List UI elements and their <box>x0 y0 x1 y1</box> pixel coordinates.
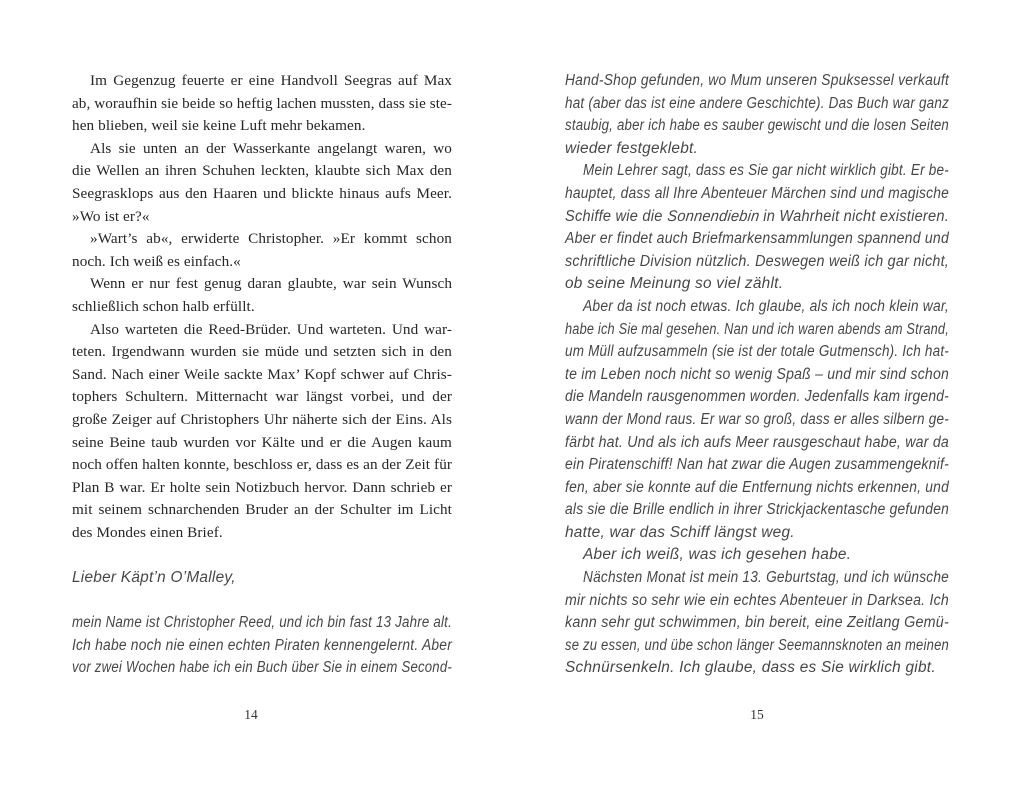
print-text-line: hen blieben, weil sie keine Luft mehr bekamen. <box>72 117 366 135</box>
print-text-line <box>72 590 452 613</box>
handwritten-text-line: um Müll aufzusammeln (sie ist der totale Gutmensch). Ich hat- <box>565 343 949 361</box>
print-text-line <box>72 544 452 567</box>
page-number-right: 15 <box>750 707 764 722</box>
handwritten-text-line: vor zwei Wochen habe ich ein Buch über Sie in einem Second- <box>72 659 452 677</box>
print-text-line: Also warteten die Reed-Brüder. Und warteten. Und war- <box>90 320 453 338</box>
print-text-line: Sand. Nach einer Weile sackte Max’ Kopf schwer auf Chris- <box>72 365 452 383</box>
left-page-text-column <box>72 70 452 680</box>
handwritten-text-line: Lieber Käpt’n O’Malley, <box>72 569 236 587</box>
handwritten-text-line: wieder festgeklebt. <box>565 139 699 157</box>
handwritten-text-line: te im Leben noch nicht so wenig Spaß – und mir sind schon <box>565 365 950 383</box>
handwritten-text-line: Nächsten Monat ist mein 13. Geburtstag, und ich wünsche <box>583 569 949 587</box>
print-text-line: große Zeiger auf Christophers Uhr näherte sich der Eins. Als <box>72 410 453 428</box>
handwritten-text-line: kann sehr gut schwimmen, bin bereit, eine Zeitlang Gemü- <box>565 614 950 632</box>
print-text-line: mit seinem schnarchenden Bruder an der Schulter im Licht <box>72 501 452 519</box>
handwritten-text-line: Schiffe wie die Sonnendiebin in Wahrheit nicht existieren. <box>565 206 949 229</box>
print-text-line: tophers Schultern. Mitternacht war längst vorbei, und der <box>72 388 452 406</box>
handwritten-text-line: ein Piratenschiff! Nan hat zwar die Augen zusammengeknif- <box>565 456 950 474</box>
print-text-line: seine Beine taub wurden vor Kälte und er die Augen kaum <box>72 433 452 451</box>
handwritten-text-line: die Mandeln rausgenommen worden. Jedenfalls kam irgend- <box>565 388 950 406</box>
handwritten-text-line: als sie die Brille endlich in ihrer Strickjackentasche gefunden <box>565 501 950 519</box>
print-text-line: schließlich schon halb erfüllt. <box>72 297 255 315</box>
right-page-text-column <box>565 70 949 680</box>
print-text-line: des Mondes einen Brief. <box>72 523 223 541</box>
handwritten-text-line: Aber da ist noch etwas. Ich glaube, als ich noch klein war, <box>583 297 949 315</box>
handwritten-text-line: habe ich Sie mal gesehen. Nan und ich waren abends am Strand, <box>565 320 949 338</box>
print-text-line: Wenn er nur fest genug daran glaubte, war sein Wunsch <box>90 275 453 293</box>
handwritten-text-line: hat (aber das ist eine andere Geschichte). Das Buch war ganz <box>565 94 950 112</box>
handwritten-text-line: schriftliche Division nützlich. Deswegen weiß ich gar nicht, <box>565 252 950 270</box>
print-text-line: teten. Irgendwann wurden sie müde und setzten sich in den <box>72 343 452 361</box>
handwritten-text-line: Ich habe noch nie einen echten Piraten kennengelernt. Aber <box>72 636 453 654</box>
handwritten-text-line: hatte, war das Schiff längst weg. <box>565 523 795 541</box>
handwritten-text-line: mein Name ist Christopher Reed, und ich bin fast 13 Jahre alt. <box>72 614 452 632</box>
handwritten-text-line: ob seine Meinung so viel zählt. <box>565 275 784 293</box>
print-text-line: »Wart’s ab«, erwiderte Christopher. »Er kommt schon <box>90 230 452 248</box>
handwritten-text-line: Aber ich weiß, was ich gesehen habe. <box>583 546 852 564</box>
handwritten-text-line: färbt hat. Und als ich aufs Meer rausgeschaut habe, war da <box>565 433 950 451</box>
print-text-line: Im Gegenzug feuerte er eine Handvoll Seegras auf Max <box>90 72 453 89</box>
handwritten-text-line: Mein Lehrer sagt, dass es Sie gar nicht wirklich gibt. Er be- <box>583 162 950 180</box>
handwritten-text-line: mir nichts so sehr wie ein echtes Abenteuer in Darksea. Ich <box>565 591 950 609</box>
print-text-line: »Wo ist er?« <box>72 207 150 225</box>
print-text-line: Seegrasklops aus den Haaren und blickte hinaus aufs Meer. <box>72 184 452 202</box>
print-text-line: noch. Ich weiß es einfach.« <box>72 252 241 270</box>
handwritten-text-line: staubig, aber ich habe es sauber gewischt und die losen Seiten <box>565 117 950 135</box>
ship-name-emphasis: Sonnendiebin <box>665 207 761 225</box>
handwritten-text-line: se zu essen, und übe schon länger Seemannsknoten an meinen <box>565 636 950 654</box>
print-text-line: noch offen halten konnte, beschloss er, dass es an der Zeit für <box>72 456 453 474</box>
handwritten-text-line: fen, aber sie konnte auf die Entfernung nichts erkennen, und <box>565 478 949 496</box>
handwritten-text-line: Schnürsenkeln. Ich glaube, dass es Sie wirklich gibt. <box>565 659 936 677</box>
print-text-line: ab, woraufhin sie beide so heftig lachen mussten, dass sie ste- <box>72 94 452 112</box>
handwritten-text-line: wann der Mond raus. Er war so groß, dass er alles silbern ge- <box>565 410 950 428</box>
print-text-line: Als sie unten an der Wasserkante angelangt waren, wo <box>90 139 453 157</box>
print-text-line: Plan B war. Er holte sein Notizbuch hervor. Dann schrieb er <box>72 478 453 496</box>
handwritten-text-line: Hand-Shop gefunden, wo Mum unseren Spuksessel verkauft <box>565 72 950 89</box>
print-text-line: die Wellen an ihren Schuhen leckten, klaubte sich Max den <box>72 162 452 180</box>
handwritten-text-line: hauptet, dass all Ihre Abenteuer Märchen sind und magische <box>565 184 950 202</box>
handwritten-text-line: Aber er findet auch Briefmarkensammlungen spannend und <box>565 230 950 248</box>
page-number-left: 14 <box>244 707 258 722</box>
